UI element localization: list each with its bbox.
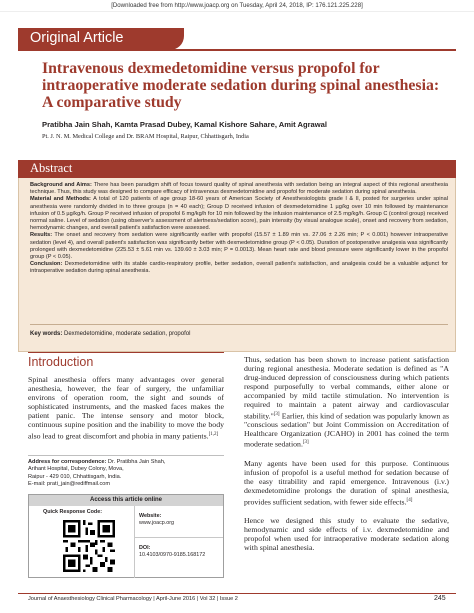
methods-text: A total of 120 patients of age group 18-60 years of American Society of Anesthesiologists grade I & II, posted for surgeries under spinal anesthesia were randomly divided in to three groups (n = 40 each); Group D received infusion of dexmedetomidine 1 µg/kg over 10 min followed by maintenance infusion of 0.5 µg/kg/h. Group P received infusion of propofol 6 mg/kg/h for 10 min followed by the infusion maintenance of 2.5 mg/kg/h. Group C (control group) received normal saline. Level of sedation (using observer's assessment of alertness/sedation score), pain intensity (by visual analogue scale), onset and recovery from sedation, hemodynamic changes, and overall patient's satisfaction were assessed. xyxy=(30,196,448,232)
keywords xyxy=(30,331,448,337)
access-online-box xyxy=(28,494,224,578)
doi-link[interactable]: 10.4103/0970-9185.168172 xyxy=(139,552,206,558)
introduction-rule xyxy=(28,352,224,353)
doi-info xyxy=(139,545,205,559)
correspondence-address-1: Arihant Hospital, Dubey Colony, Mova, xyxy=(28,466,124,473)
introduction-heading: Introduction xyxy=(28,355,94,369)
abstract-results xyxy=(30,232,448,260)
background-text: There has been paradigm shift of focus toward quality of spinal anesthesia with sedation being an integral aspect of this regional anesthesia technique. Thus, this study was designed to compare efficacy of intravenous dexmedetomidine and propofol for moderate sedation during spinal anesthesia. xyxy=(30,182,448,196)
abstract-header xyxy=(18,160,456,178)
correspondence-block xyxy=(28,455,224,488)
qr-code-icon[interactable] xyxy=(63,520,115,572)
keywords-text: Dexmedetomidine, moderate sedation, propofol xyxy=(62,331,191,337)
website-link[interactable]: www.joacp.org xyxy=(139,520,175,526)
download-banner: [Downloaded free from http://www.joacp.org on Tuesday, April 24, 2018, IP: 176.121.225.228] xyxy=(0,0,474,12)
article-type-label: Original Article xyxy=(30,30,124,46)
article-type-tab xyxy=(18,28,184,50)
introduction-right-column xyxy=(244,355,449,563)
qr-label: Quick Response Code: xyxy=(43,509,103,515)
footer-rule xyxy=(18,593,456,594)
access-heading: Access this article online xyxy=(29,495,223,506)
keywords-divider xyxy=(30,324,448,325)
correspondence-label: Address for correspondence: xyxy=(28,459,107,465)
affiliation: Pt. J. N. M. Medical College and Dr. BRAM Hospital, Raipur, Chhattisgarh, India xyxy=(42,133,249,140)
correspondence-email[interactable]: E-mail: prati_jain@rediffmail.com xyxy=(28,480,111,487)
correspondence-address-2: Raipur - 429 010, Chhattisgarh, India. xyxy=(28,473,122,480)
conclusion-text: Dexmedetomidine with its stable cardio-respiratory profile, better sedation, overall patient's satisfaction, and analgesia could be a valuable adjunct for intraoperative sedation during spinal anesthesia. xyxy=(30,261,448,275)
correspondence-name: Dr. Pratibha Jain Shah, xyxy=(106,459,166,465)
introduction-paragraph-3 xyxy=(244,459,449,506)
citation: [4] xyxy=(406,497,413,503)
introduction-paragraph-4: Hence we designed this study to evaluate the sedative, hemodynamic and side effects of i.v. dexmedetomidine and propofol when used for intraoperative moderate sedation along with spinal anesthesia. xyxy=(244,516,449,553)
doi-label: DOI: xyxy=(139,545,151,551)
citation: [3] xyxy=(302,440,309,446)
access-divider-horizontal xyxy=(134,537,223,538)
paragraph-3-text: Many agents have been used for this purpose. Continuous infusion of propofol is a useful method for sedation because of the easy titrability and rapid emergence. Intravenous (i.v.) dexmedetomidine prolongs the duration of spinal anesthesia, provides sufficient sedation, with fewer side effects. xyxy=(244,459,449,507)
header-rule xyxy=(18,49,456,51)
journal-footer: Journal of Anaesthesiology Clinical Pharmacology | April-June 2016 | Vol 32 | Issue 2 xyxy=(28,596,238,602)
page-number: 245 xyxy=(434,595,446,602)
article-title: Intravenous dexmedetomidine versus propofol for intraoperative moderate sedation during spinal anesthesia: A comparative study xyxy=(42,60,440,111)
paragraph-2-part-1: Thus, sedation has been shown to increase patient satisfaction during regional anesthesia. Moderate sedation is defined as "A drug-induced depression of consciousness during which patients respond purposefully to verbal commands, either alone or accompanied by mild tactile stimulation. No intervention is required to maintain a patent airway and cardiovascular stability." xyxy=(244,355,449,421)
results-text: The onset and recovery from sedation were significantly earlier with propofol (15.57 ± 1.89 min vs. 27.06 ± 2.26 min; P < 0.001) however intraoperative sedation (level 4), and overall patient's satisfaction was significantly better with dexmedetomidine group (P < 0.05). Duration of postoperative analgesia was significantly prolonged with dexmedetomidine (225.53 ± 5.61 min vs. 139.60 ± 3.03 min; P = 0.0013). Mean heart rate and blood pressure were significantly lower in the propofol group (P < 0.05). xyxy=(30,232,448,261)
citation: [3] xyxy=(273,411,280,417)
abstract-heading: Abstract xyxy=(30,161,73,175)
conclusion-label: Conclusion: xyxy=(30,261,63,268)
access-divider xyxy=(134,506,135,578)
abstract-conclusion xyxy=(30,261,448,274)
website-label: Website: xyxy=(139,513,162,519)
abstract-background xyxy=(30,182,448,195)
keywords-label: Key words: xyxy=(30,331,63,337)
website-info xyxy=(139,513,174,527)
results-label: Results: xyxy=(30,232,53,239)
author-list: Pratibha Jain Shah, Kamta Prasad Dubey, Kamal Kishore Sahare, Amit Agrawal xyxy=(42,120,327,129)
paragraph-2-part-2: Earlier, this kind of sedation was popularly known as "conscious sedation" but Joint Commission on Accreditation of Healthcare Organization (JCAHO) in 2001 has coined the term moderate sedation. xyxy=(244,411,449,450)
background-label: Background and Aims: xyxy=(30,182,92,188)
introduction-paragraph-1: Spinal anesthesia offers many advantages over general anesthesia, however, the fear of surgery, the unfamiliar environs of operation room, the sight and sounds of sophisticated instruments, and the masked faces makes the patient panic. The intense sensory and motor block, continuous supine position and the inability to move the body also lead to great discomfort and phobia in many patients. xyxy=(28,375,224,441)
introduction-left-column xyxy=(28,375,224,440)
methods-label: Material and Methods: xyxy=(30,196,91,203)
abstract-body xyxy=(30,182,448,276)
citation: [1,2] xyxy=(208,431,219,437)
introduction-paragraph-2 xyxy=(244,355,449,449)
abstract-methods xyxy=(30,196,448,231)
